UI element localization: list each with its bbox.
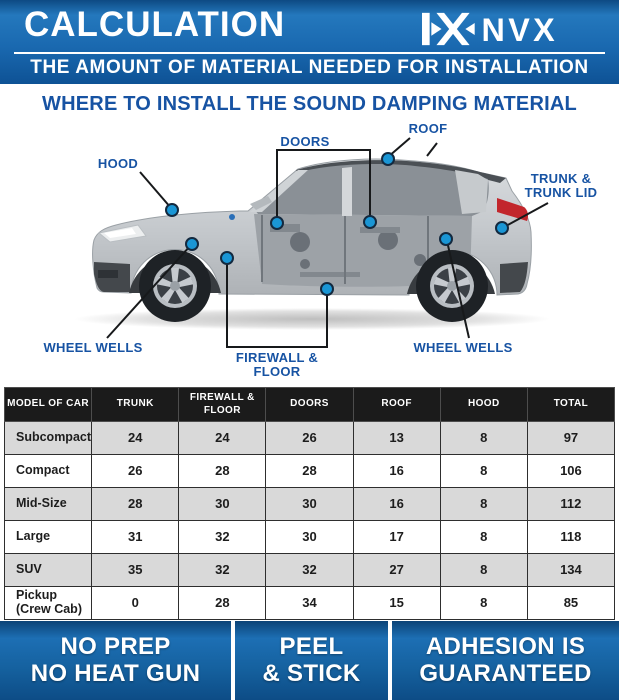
floor-dot [320,282,334,296]
col-trunk: TRUNK [92,388,179,422]
benefits-footer [0,621,619,700]
table-row: SUV 35 32 32 27 8 134 [5,554,615,587]
doors-label: DOORS [280,134,330,149]
trunk-line [506,203,548,226]
page-title: CALCULATION [24,5,286,44]
wheel-wells-right-line [447,241,469,338]
nvx-logo-icon [419,12,595,46]
wheel-wells-right-label: WHEEL WELLS [413,340,513,355]
table-header-row [5,388,615,422]
roof-label: ROOF [408,121,448,136]
roof-dot [381,152,395,166]
col-total: TOTAL [527,388,614,422]
table-row: Pickup (Crew Cab) 0 28 34 15 8 85 [5,587,615,620]
wheel-wells-left-line [107,245,191,338]
material-table [4,387,615,620]
firewall-dot [220,251,234,265]
benefit-peel-stick: PEEL & STICK [235,621,388,700]
col-hood: HOOD [440,388,527,422]
col-firewall-floor: FIREWALL & FLOOR [179,388,266,422]
doors-bracket [277,150,370,221]
table-row: Large 31 32 30 17 8 118 [5,521,615,554]
table-row: Compact 26 28 28 16 8 106 [5,455,615,488]
trunk-dot [495,221,509,235]
banner-divider [14,52,605,54]
col-doors: DOORS [266,388,353,422]
rear-door-dot [363,215,377,229]
car-diagram [0,112,619,385]
table-row: Subcompact 24 24 26 13 8 97 [5,422,615,455]
benefit-no-prep: NO PREP NO HEAT GUN [0,621,231,700]
hood-dot [165,203,179,217]
section-heading: WHERE TO INSTALL THE SOUND DAMPING MATERIAL [42,93,577,115]
col-roof: ROOF [353,388,440,422]
firewall-floor-bracket [227,260,327,347]
roof-line-2 [427,143,437,156]
hood-label: HOOD [97,156,139,171]
header-banner [0,0,619,84]
benefit-adhesion: ADHESION IS GUARANTEED [392,621,619,700]
trunk-label: TRUNK & TRUNK LID [524,171,598,201]
front-door-dot [270,216,284,230]
table-row: Mid-Size 28 30 30 16 8 112 [5,488,615,521]
col-model-of-car: MODEL OF CAR [5,388,92,422]
wheel-wells-left-label: WHEEL WELLS [43,340,143,355]
banner-subtitle: THE AMOUNT OF MATERIAL NEEDED FOR INSTALLATION [30,57,589,78]
svg-text:NVX: NVX [481,12,559,46]
front-wheel-well-dot [185,237,199,251]
rear-wheel-well-dot [439,232,453,246]
hood-line [140,172,171,208]
firewall-floor-label: FIREWALL & FLOOR [235,350,319,380]
